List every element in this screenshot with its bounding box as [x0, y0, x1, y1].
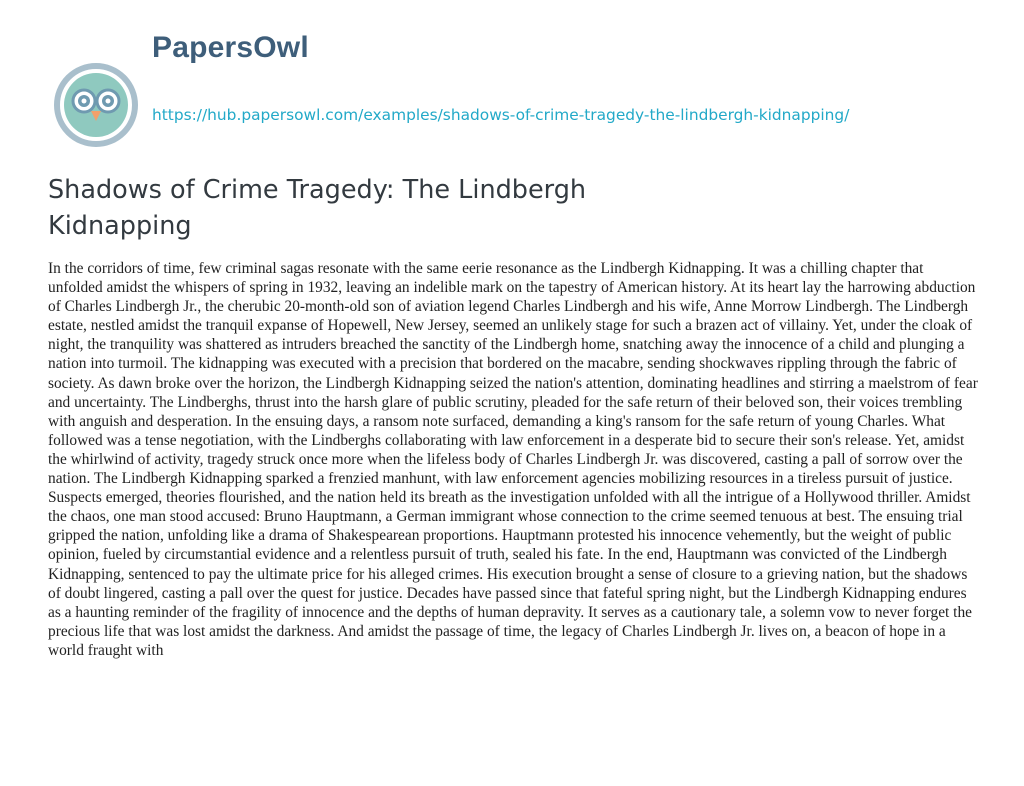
site-header	[48, 30, 988, 140]
article-body: In the corridors of time, few criminal sagas resonate with the same eerie resonance as the Lindbergh Kidnapping. It was a chilling chapter that unfolded amidst the whispers of spring in 1932, leaving an indelible mark on the tapestry of American history. At its heart lay the harrowing abduction of Charles Lindbergh Jr., the cherubic 20-month-old son of aviation legend Charles Lindbergh and his wife, Anne Morrow Lindbergh. The Lindbergh estate, nestled amidst the tranquil expanse of Hopewell, New Jersey, seemed an unlikely stage for such a brazen act of villainy. Yet, under the cloak of night, the tranquility was shattered as intruders breached the sanctity of the Lindbergh home, snatching away the innocence of a child and plunging a nation into turmoil. The kidnapping was executed with a precision that bordered on the macabre, sending shockwaves rippling through the fabric of society. As dawn broke over the horizon, the Lindbergh Kidnapping seized the nation's attention, dominating headlines and stirring a maelstrom of fear and uncertainty. The Lindberghs, thrust into the harsh glare of public scrutiny, pleaded for the safe return of their beloved son, their voices trembling with anguish and desperation. In the ensuing days, a ransom note surfaced, demanding a king's ransom for the safe return of young Charles. What followed was a tense negotiation, with the Lindberghs collaborating with law enforcement in a desperate bid to secure their son's release. Yet, amidst the whirlwind of activity, tragedy struck once more when the lifeless body of Charles Lindbergh Jr. was discovered, casting a pall of sorrow over the nation. The Lindbergh Kidnapping sparked a frenzied manhunt, with law enforcement agencies mobilizing resources in a tireless pursuit of justice. Suspects emerged, theories flourished, and the nation held its breath as the investigation unfolded with all the intrigue of a Hollywood thriller. Amidst the chaos, one man stood accused: Bruno Hauptmann, a German immigrant whose connection to the crime seemed tenuous at best. The ensuing trial gripped the nation, unfolding like a drama of Shakespearean proportions. Hauptmann protested his innocence vehemently, but the weight of public opinion, fueled by circumstantial evidence and a relentless pursuit of truth, sealed his fate. In the end, Hauptmann was convicted of the Lindbergh Kidnapping, sentenced to pay the ultimate price for his alleged crimes. His execution brought a sense of closure to a grieving nation, but the shadows of doubt lingered, casting a pall over the quest for justice. Decades have passed since that fateful spring night, but the Lindbergh Kidnapping endures as a haunting reminder of the fragility of innocence and the depths of human depravity. It serves as a cautionary tale, a solemn vow to never forget the precious life that was lost amidst the darkness. And amidst the passage of time, the legacy of Charles Lindbergh Jr. lives on, a beacon of hope in a world fraught with	[48, 260, 978, 659]
page-url-link[interactable]: https://hub.papersowl.com/examples/shadows-of-crime-tragedy-the-lindbergh-kidnapping/	[152, 106, 850, 124]
article-title: Shadows of Crime Tragedy: The Lindbergh Kidnapping	[48, 175, 587, 241]
owl-logo-icon	[48, 57, 144, 153]
brand-name[interactable]: PapersOwl	[152, 31, 309, 64]
